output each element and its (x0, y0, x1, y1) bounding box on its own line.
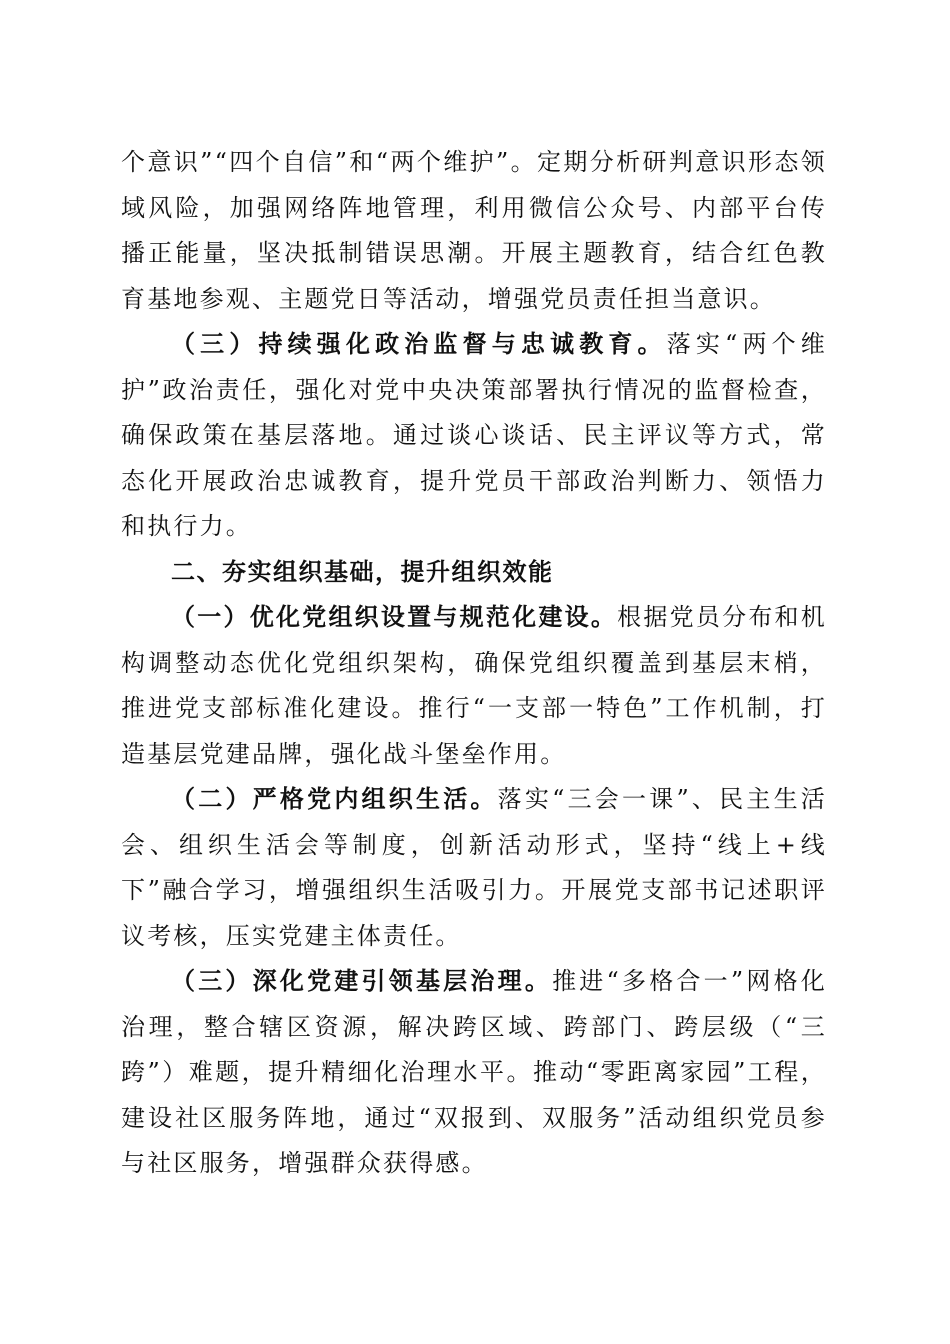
paragraph-text: 根据党员分布和机构调整动态优化党组织架构，确保党组织覆盖到基层末梢，推进党支部标准化建设。推行“一支部一特色”工作机制，打造基层党建品牌，强化战斗堡垒作用。 (121, 603, 827, 768)
paragraph-political-supervision (121, 322, 827, 550)
section-heading: 二、夯实组织基础，提升组织效能 (171, 557, 554, 586)
paragraph-grassroots-governance (121, 959, 827, 1187)
paragraph-text: 个意识”“四个自信”和“两个维护”。定期分析研判意识形态领域风险，加强网络阵地管理，利用微信公众号、内部平台传播正能量，坚决抵制错误思潮。开展主题教育，结合红色教育基地参观、主题党日等活动，增强党员责任担当意识。 (121, 148, 827, 313)
paragraph-text: 落实“两个维护”政治责任，强化对党中央决策部署执行情况的监督检查，确保政策在基层落地。通过谈心谈话、民主评议等方式，常态化开展政治忠诚教育，提升党员干部政治判断力、领悟力和执行力。 (121, 330, 827, 540)
paragraph-organization-life (121, 777, 827, 959)
document-body (121, 140, 827, 1187)
paragraph-text: 落实“三会一课”、民主生活会、组织生活会等制度，创新活动形式，坚持“线上+线下”融合学习，增强组织生活吸引力。开展党支部书记述职评议考核，压实党建主体责任。 (121, 785, 828, 950)
paragraph-text: 推进“多格合一”网格化治理，整合辖区资源，解决跨区域、跨部门、跨层级（“三跨”）难题，提升精细化治理水平。推动“零距离家园”工程，建设社区服务阵地，通过“双报到、双服务”活动组织党员参与社区服务，增强群众获得感。 (121, 967, 827, 1177)
paragraph-lead: （三）深化党建引领基层治理。 (171, 967, 553, 995)
paragraph-continuation (121, 140, 827, 322)
paragraph-organization-setup (121, 595, 827, 777)
paragraph-lead: （一）优化党组织设置与规范化建设。 (171, 603, 618, 631)
paragraph-lead: （三）持续强化政治监督与忠诚教育。 (171, 330, 667, 358)
paragraph-lead: （二）严格党内组织生活。 (171, 785, 498, 813)
